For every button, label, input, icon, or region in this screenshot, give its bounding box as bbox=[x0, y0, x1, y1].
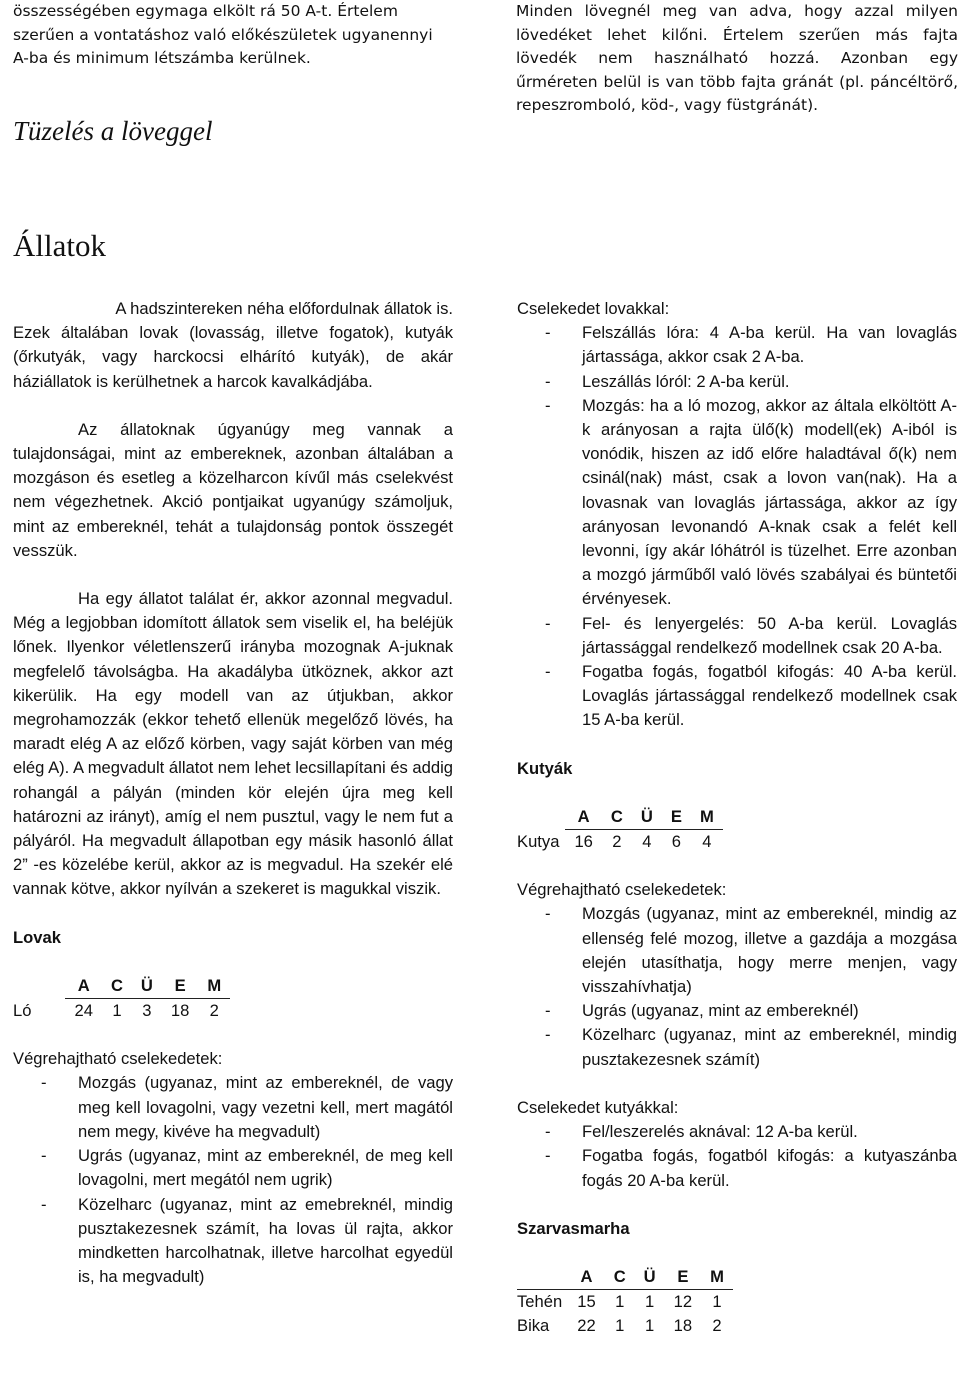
lovak-header-u: Ü bbox=[132, 974, 162, 999]
list-item: - Fogatba fogás, fogatból kifogás: 40 A-ba kerül. Lovaglás jártassággal rendelkező modellnek csak 15 A-ba kerül. bbox=[545, 662, 957, 730]
cell-u: 1 bbox=[645, 1316, 655, 1336]
cell-a: 22 bbox=[577, 1316, 596, 1336]
left-top-line-3: A-ba és minimum létszámba kerülnek. bbox=[13, 49, 311, 68]
lovak-title: Lovak bbox=[13, 927, 61, 947]
cell-u: 4 bbox=[642, 832, 652, 852]
dog-actions-list bbox=[517, 902, 957, 1071]
list-item: - Közelharc (ugyanaz, mint az embereknél, mindig pusztakezesnek számít) bbox=[545, 1025, 957, 1069]
list-item: - Leszállás lóról: 2 A-ba kerül. bbox=[545, 371, 790, 391]
cell-m: 2 bbox=[712, 1316, 722, 1336]
lovak-header-e: E bbox=[162, 974, 198, 999]
cell-u: 3 bbox=[142, 1001, 152, 1021]
list-item: - Ugrás (ugyanaz, mint az embereknél) bbox=[545, 1001, 859, 1021]
animals-intro-rest: Ezek általában lovak (lovasság, illetve fogatok), kutyák (őrkutyák, vagy harckocsi elhárító kutyák), de akár háziállatok is kerülhetnek a harcok kavalkádjába. bbox=[13, 323, 453, 391]
cell-e: 6 bbox=[671, 832, 682, 852]
left-top-line-1: összességében egymaga elkölt rá 50 A-t. Értelem bbox=[13, 2, 398, 20]
right-column bbox=[517, 297, 957, 1339]
szarvasmarha-table-header bbox=[517, 1265, 733, 1290]
lovak-header-a: A bbox=[65, 974, 101, 999]
left-top-text bbox=[13, 0, 453, 71]
lovak-header-m: M bbox=[198, 974, 230, 999]
cell-e: 18 bbox=[673, 1316, 693, 1336]
horse-actions-list bbox=[13, 1071, 453, 1289]
cell-a: 24 bbox=[74, 1001, 93, 1021]
with-dogs-title: Cselekedet kutyákkal: bbox=[517, 1097, 679, 1117]
table-row bbox=[13, 999, 230, 1024]
cell-a: 16 bbox=[574, 832, 593, 852]
firing-heading: Tüzelés a löveggel bbox=[13, 116, 213, 146]
szarvasmarha-header-m: M bbox=[701, 1265, 733, 1290]
list-item: - Fel- és lenyergelés: 50 A-ba kerül. Lovaglás jártassággal rendelkező modellnek csak 20 A-ba. bbox=[545, 613, 957, 657]
horse-actions-title: Végrehajtható cselekedetek: bbox=[13, 1049, 223, 1069]
szarvasmarha-title: Szarvasmarha bbox=[517, 1218, 630, 1238]
szarvasmarha-header-a: A bbox=[568, 1265, 604, 1290]
animals-para3: Ha egy állatot találat ér, akkor azonnal megvadul. Még a legjobban idomított állatok sem viselik el, ha beléjük lőnek. Ilyenkor véletlenszerű irányba mozognak A-juknak megfelelő távolságba. Ha akadályba ütköznek, akkor azt kikerülik. Ha egy modell van az útjukban, akkor megrohamozzák (ekkor tehető ellenük megelőző lövés, ha maradt elég A az előző körben, vagy saját körben van még elég A). A megvadult állatot nem lehet lecsillapítani és addig rohangál a pályán (minden kör elején újra meg kell határozni az irányt), amíg el nem pusztul, vagy le nem fut a pályáról. Ha megvadult állapotban egy másik hasonló állat 2” -es közelébe kerül, akkor az is megvadul. Ha szekér elé vannak kötve, akkor nyílván a szekeret is magukkal viszik. bbox=[13, 589, 454, 899]
left-column bbox=[13, 297, 453, 1289]
cell-c: 1 bbox=[615, 1292, 625, 1312]
cell-u: 1 bbox=[645, 1292, 655, 1312]
animals-para2: Az állatoknak úgyanúgy meg vannak a tulajdonságai, mint az embereknek, azonban általában a mozgáson és esetleg a közelharcon kívűl más cselekvést nem végezhetnek. Akció pontjaikat ugyanúgy számoljuk, mint az embereknél, tehát a tulajdonság pontok összegét vesszük. bbox=[13, 419, 453, 560]
section-title: Állatok bbox=[13, 228, 106, 263]
cell-m: 4 bbox=[702, 832, 712, 852]
row-name: Tehén bbox=[517, 1292, 563, 1312]
cselekedet-lovakkal-list bbox=[517, 321, 957, 732]
cell-c: 1 bbox=[112, 1001, 122, 1021]
table-row bbox=[517, 1314, 733, 1338]
cell-c: 2 bbox=[612, 832, 622, 852]
kutyak-title: Kutyák bbox=[517, 758, 573, 778]
kutyak-header-m: M bbox=[691, 805, 723, 830]
lovak-header-c: C bbox=[102, 974, 132, 999]
list-item: - Felszállás lóra: 4 A-ba kerül. Ha van lovaglás jártassága, akkor csak 2 A-ba. bbox=[545, 323, 957, 367]
kutyak-table bbox=[517, 805, 723, 854]
table-row bbox=[517, 1290, 733, 1315]
list-item: - Mozgás: ha a ló mozog, akkor az általa elköltött A-k arányosan a rajta ülő(k) modell(ek) A-iból is vonódik, hiszen az idő előre haladtával ő(k) nem csinál(nak) mást, csak a lovon van(nak). Ha a lovasnak van lovaglás jártassága, akkor az így arányosan levonandó A-knak csak a felét kell levonni, így akár lóhátról is tüzelhet. Erre azonban a mozgó járműből való lövés szabályai és büntetői érvényesek. bbox=[545, 395, 957, 609]
row-name: Ló bbox=[13, 1000, 32, 1020]
szarvasmarha-header-e: E bbox=[665, 1265, 701, 1290]
kutyak-header-c: C bbox=[602, 805, 632, 830]
cselekedet-lovakkal-title: Cselekedet lovakkal: bbox=[517, 299, 670, 318]
szarvasmarha-header-u: Ü bbox=[635, 1265, 665, 1290]
kutyak-header-u: Ü bbox=[632, 805, 662, 830]
left-top-line-2: szerűen a vontatáshoz való előkészületek ugyanennyi bbox=[13, 25, 433, 44]
row-name: Kutya bbox=[517, 831, 560, 851]
list-item: - Fogatba fogás, fogatból kifogás: a kutyaszánba fogás 20 A-ba kerül. bbox=[545, 1146, 957, 1190]
lovak-table-header bbox=[13, 974, 230, 999]
with-dogs-list bbox=[517, 1120, 957, 1193]
szarvasmarha-table bbox=[517, 1265, 733, 1339]
cell-m: 1 bbox=[712, 1292, 722, 1312]
right-top-text: Minden lövegnél meg van adva, hogy azzal milyen lövedéket lehet kilőni. Értelem szerűen más fajta lövedék nem használható hozzá. Azonban egy űrméreten belül is van több fajta gránát (pl. páncéltörő, repeszromboló, köd-, vagy füstgránát). bbox=[516, 2, 958, 115]
table-row bbox=[517, 830, 723, 855]
kutyak-table-header bbox=[517, 805, 723, 830]
cell-m: 2 bbox=[209, 1001, 219, 1021]
cell-e: 12 bbox=[673, 1292, 693, 1312]
szarvasmarha-header-c: C bbox=[605, 1265, 635, 1290]
row-name: Bika bbox=[517, 1316, 550, 1336]
cell-c: 1 bbox=[615, 1316, 625, 1336]
list-item: - Közelharc (ugyanaz, mint az emebreknél, mindig pusztakezesnek számít, ha lovas ül rajta, akkor mindketten harcolhatnak, illetve harcolhat egyedül is, ha megvadult) bbox=[41, 1194, 453, 1287]
lovak-table bbox=[13, 974, 230, 1023]
list-item: - Fel/leszerelés aknával: 12 A-ba kerül. bbox=[545, 1122, 858, 1142]
cell-e: 18 bbox=[170, 1001, 190, 1021]
list-item: - Mozgás (ugyanaz, mint az embereknél, de vagy meg kell lovagolni, vagy vezetni kell, mert magától nem megy, kivéve ha megvadult) bbox=[41, 1073, 453, 1141]
list-item: - Ugrás (ugyanaz, mint az embereknél, de meg kell lovagolni, mert megától nem ugrik) bbox=[41, 1146, 453, 1190]
cell-a: 15 bbox=[577, 1292, 596, 1312]
dog-actions-title: Végrehajtható cselekedetek: bbox=[517, 880, 727, 900]
list-item: - Mozgás (ugyanaz, mint az embereknél, mindig az ellenség felé mozog, illetve a gazdája a mozgása elején utasíthatja, hogy merre menjen, vagy visszahívhatja) bbox=[545, 904, 957, 997]
kutyak-header-a: A bbox=[565, 805, 601, 830]
animals-intro-first: A hadszintereken néha előfordulnak állatok is. bbox=[115, 299, 453, 318]
kutyak-header-e: E bbox=[662, 805, 691, 830]
